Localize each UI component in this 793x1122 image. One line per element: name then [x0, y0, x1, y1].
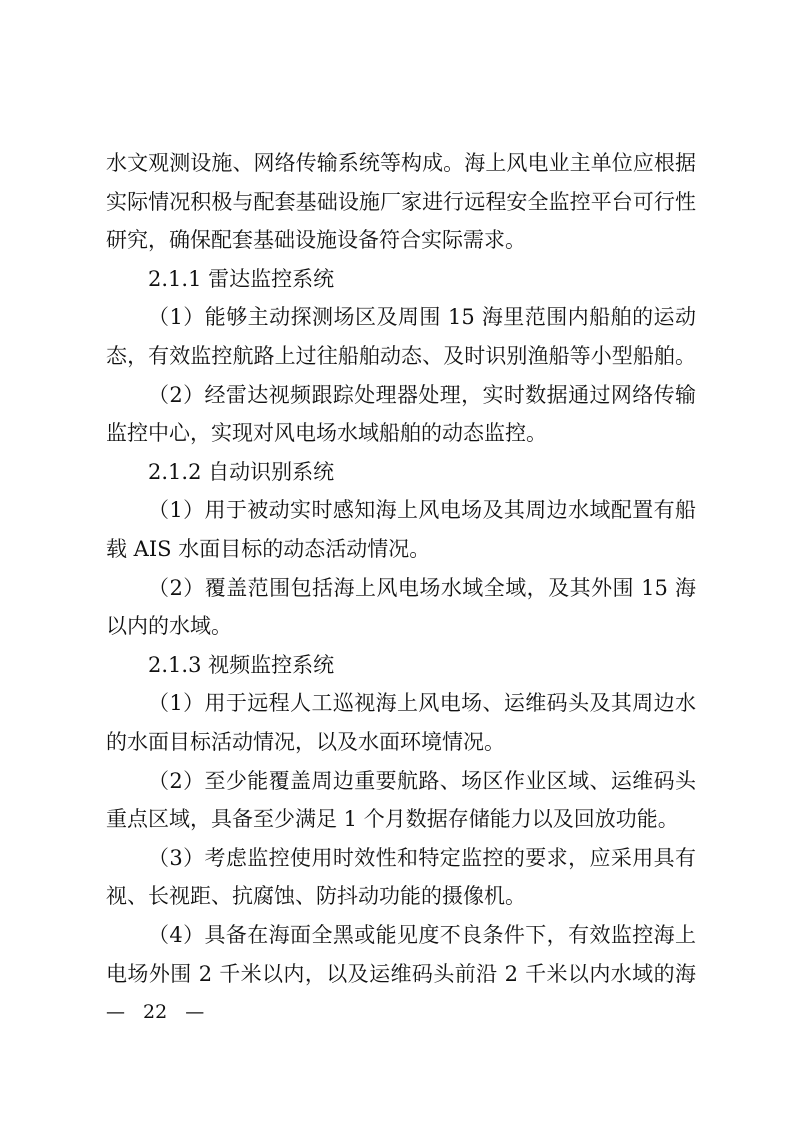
section-heading-radar: 2.1.1 雷达监控系统 — [148, 266, 335, 291]
section-heading-ais: 2.1.2 自动识别系统 — [148, 459, 335, 484]
section-heading-video: 2.1.3 视频监控系统 — [148, 652, 335, 677]
body-text-line: 重点区域，具备至少满足 1 个月数据存储能力以及回放功能。 — [106, 807, 679, 832]
body-text-line: （2）覆盖范围包括海上风电场水域全域，及其外围 15 海 — [148, 575, 696, 600]
body-text-line: （2）经雷达视频跟踪处理器处理，实时数据通过网络传输 — [148, 382, 696, 407]
body-text-line: （1）用于被动实时感知海上风电场及其周边水域配置有船 — [148, 498, 696, 523]
body-text-line: 实际情况积极与配套基础设施厂家进行远程安全监控平台可行性 — [106, 189, 696, 214]
body-text-line: 水文观测设施、网络传输系统等构成。海上风电业主单位应根据 — [106, 151, 696, 175]
body-text-line: 载 AIS 水面目标的动态活动情况。 — [106, 537, 431, 561]
body-text-line: 态，有效监控航路上过往船舶动态、及时识别渔船等小型船舶。 — [106, 344, 696, 368]
body-text-line: （2）至少能覆盖周边重要航路、场区作业区域、运维码头 — [148, 768, 696, 793]
body-text-line: （1）用于远程人工巡视海上风电场、运维码头及其周边水 — [148, 691, 696, 716]
body-text-line: （1）能够主动探测场区及周围 15 海里范围内船舶的运动 — [148, 305, 696, 330]
body-text-line: 的水面目标活动情况，以及水面环境情况。 — [106, 730, 505, 754]
body-text-line: 以内的水域。 — [106, 614, 232, 639]
body-text-line: 电场外围 2 千米以内，以及运维码头前沿 2 千米以内水域的海 — [106, 961, 696, 986]
body-text-line: （4）具备在海面全黑或能见度不良条件下，有效监控海上 — [148, 923, 696, 947]
body-text-line: 监控中心，实现对风电场水域船舶的动态监控。 — [106, 421, 547, 446]
body-text-line: （3）考虑监控使用时效性和特定监控的要求，应采用具有 — [148, 845, 696, 870]
body-text-line: 视、长视距、抗腐蚀、防抖动功能的摄像机。 — [106, 884, 526, 909]
page-number: — 22 — — [106, 1001, 205, 1023]
body-text-line: 研究，确保配套基础设施设备符合实际需求。 — [106, 228, 526, 253]
